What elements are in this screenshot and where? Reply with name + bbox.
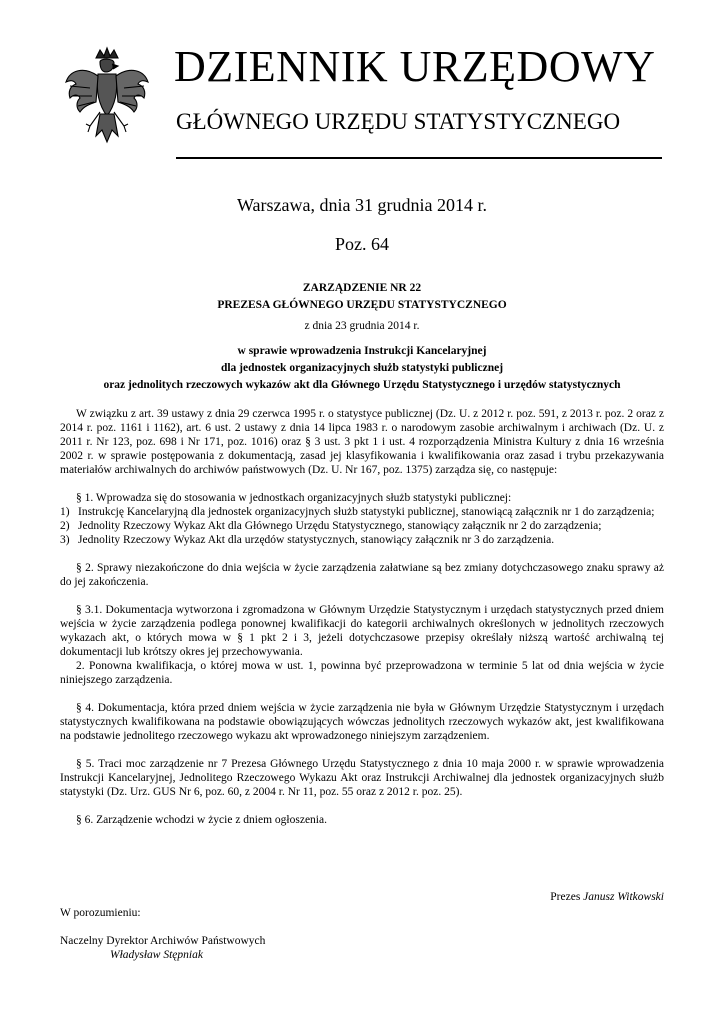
section-1-list: [60, 505, 664, 547]
act-heading-line-1: ZARZĄDZENIE NR 22: [302, 282, 422, 294]
signature: [550, 890, 664, 904]
act-heading-line-2: PREZESA GŁÓWNEGO URZĘDU STATYSTYCZNEGO: [217, 299, 507, 311]
section-4: § 4. Dokumentacja, która przed dniem wejścia w życie zarządzenia nie była w Głównym Urzędzie Statystycznym i urzędach statystycznych kwalifikowana na podstawie obowiązujących wówczas jednolitych rzeczowych wykazów akt, jest kwalifikowana na podstawie jednolitego rzeczowego wykazu akt wprowadzonego niniejszym zarządzeniem.: [60, 702, 664, 742]
section-6: § 6. Zarządzenie wchodzi w życie z dniem ogłoszenia.: [76, 814, 327, 826]
signature-name: Janusz Witkowski: [583, 891, 664, 903]
act-subject: [60, 343, 664, 394]
agreement-name: Władysław Stępniak: [110, 949, 203, 961]
polish-eagle-emblem-icon: [60, 44, 154, 152]
list-item-text: Jednolity Rzeczowy Wykaz Akt dla Głównego Urzędu Statystycznego, stanowiący załącznik nr 2 do zarządzenia;: [78, 520, 602, 532]
act-subject-line-2: dla jednostek organizacyjnych służb statystyki publicznej: [220, 362, 504, 374]
section-3-paragraph-2: 2. Ponowna kwalifikacja, o której mowa w ust. 1, powinna być przeprowadzona w terminie 5 lat od dnia wejścia w życie niniejszego zarządzenia.: [60, 660, 664, 686]
section-3-paragraph-1: § 3.1. Dokumentacja wytworzona i zgromadzona w Głównym Urzędzie Statystycznym i urzędach statystycznych przed dniem wejścia w życie zarządzenia podlega ponownej kwalifikacji do kategorii archiwalnych określonych w jednolitych rzeczowych wykazach akt, o których mowa w § 1 pkt 2 i 3, jeżeli dotychczasowe przepisy określały niższą wartość archiwalną tej dokumentacji lub krótszy okres jej przechowywania.: [60, 604, 664, 658]
dateline-text: Warszawa, dnia 31 grudnia 2014 r.: [237, 195, 487, 215]
list-item: [60, 533, 664, 547]
act-date: z dnia 23 grudnia 2014 r.: [304, 320, 420, 332]
list-item-text: Instrukcję Kancelaryjną dla jednostek organizacyjnych służb statystyki publicznej, stanowiącą załącznik nr 1 do zarządzenia;: [78, 506, 655, 518]
list-item: [60, 505, 664, 519]
agreement-role: Naczelny Dyrektor Archiwów Państwowych: [60, 935, 266, 947]
act-body: [60, 407, 664, 827]
masthead-title: DZIENNIK URZĘDOWY: [174, 42, 656, 91]
list-item-number: 1): [60, 506, 70, 518]
position-number: Poz. 64: [335, 234, 389, 254]
preamble: W związku z art. 39 ustawy z dnia 29 czerwca 1995 r. o statystyce publicznej (Dz. U. z 2012 r. poz. 591, z 2013 r. poz. 2 oraz z 2014 r. poz. 1161 i 1162), art. 6 ust. 2 ustawy z dnia 14 lipca 1983 r. o narodowym zasobie archiwalnym i archiwach (Dz. U. z 2011 r. Nr 123, poz. 698 i Nr 171, poz. 1016) oraz § 3 ust. 3 pkt 1 i ust. 4 rozporządzenia Ministra Kultury z dnia 16 września 2002 r. w sprawie postępowania z dokumentacją, zasad jej klasyfikowania i kwalifikowania oraz zasad i trybu przekazywania materiałów archiwalnych do archiwów państwowych (Dz. U. Nr 167, poz. 1375) zarządza się, co następuje:: [60, 408, 664, 476]
section-2: § 2. Sprawy niezakończone do dnia wejścia w życie zarządzenia załatwiane są bez zmiany dotychczasowego znaku sprawy aż do jej zakończenia.: [60, 562, 664, 588]
list-item-number: 3): [60, 534, 70, 546]
list-item-text: Jednolity Rzeczowy Wykaz Akt dla urzędów statystycznych, stanowiący załącznik nr 3 do zarządzenia.: [78, 534, 555, 546]
act-subject-line-3: oraz jednolitych rzeczowych wykazów akt dla Głównego Urzędu Statystycznego i urzędów statystycznych: [103, 379, 621, 391]
act-subject-line-1: w sprawie wprowadzenia Instrukcji Kancelaryjnej: [237, 345, 487, 357]
list-item-number: 2): [60, 520, 70, 532]
signature-role: Prezes: [550, 891, 581, 903]
act-heading: [60, 280, 664, 314]
section-5: § 5. Traci moc zarządzenie nr 7 Prezesa Głównego Urzędu Statystycznego z dnia 10 maja 2000 r. w sprawie wprowadzenia Instrukcji Kancelaryjnej, Jednolitego Rzeczowego Wykazu Akt oraz Instrukcji Archiwalnej dla jednostek organizacyjnych służb statystyki (Dz. Urz. GUS Nr 6, poz. 60, z 2004 r. Nr 11, poz. 55 oraz z 2012 r. poz. 25).: [60, 758, 664, 798]
agreement-label: W porozumieniu:: [60, 907, 141, 919]
list-item: [60, 519, 664, 533]
masthead-divider: [176, 157, 662, 159]
section-1-intro: § 1. Wprowadza się do stosowania w jednostkach organizacyjnych służb statystyki publicznej:: [76, 492, 512, 504]
dateline: [0, 193, 724, 217]
masthead-subtitle: GŁÓWNEGO URZĘDU STATYSTYCZNEGO: [176, 109, 621, 134]
